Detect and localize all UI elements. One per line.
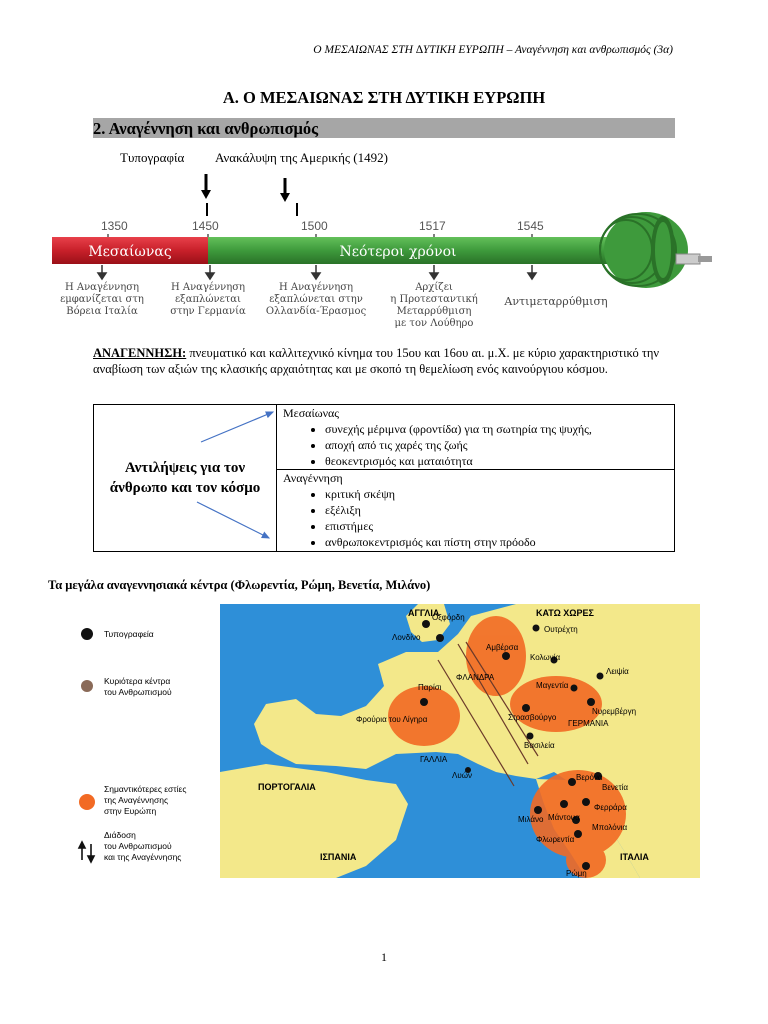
timeline-graphic [48,168,720,340]
legend-humanism-line-1: Κυριότερα κέντρα [104,676,171,686]
city-basel: Βασιλεία [524,741,555,750]
event-4-line-4: με τον Λούθηρο [394,318,474,329]
renaissance-list [277,486,674,550]
timeline-label-america: Ανακάλυψη της Αμερικής (1492) [215,150,388,165]
event-3-line-1: Η Αναγέννηση [278,282,354,293]
band-label-medieval: Μεσαίωνας [88,244,172,260]
renaissance-heading: Αναγέννηση [283,471,343,485]
event-2-line-2: εξαπλώνεται [175,294,241,305]
list-item: • επιστήμες [325,518,674,534]
city-paris: Παρίσι [418,683,442,692]
medieval-list [277,421,674,469]
page-title: Α. Ο ΜΕΣΑΙΩΝΑΣ ΣΤΗ ΔΥΤΙΚΗ ΕΥΡΩΠΗ [222,88,546,107]
city-venice: Βενετία [602,783,629,792]
city-antwerp: Αμβέρσα [486,643,519,652]
timeline-label-printing: Τυπογραφία [120,150,185,165]
medieval-heading: Μεσαίωνας [283,406,340,420]
year-1450: 1450 [192,219,219,233]
city-london: Λονδίνο [392,633,421,642]
country-flanders: ΦΛΑΝΔΡΑ [456,673,495,682]
list-item: • εξέλιξη [325,502,674,518]
definition-text: πνευματικό και καλλιτεχνικό κίνημα του 15ου και 16ου αι. μ.Χ. με κύριο χαρακτηριστικό την αναβίωση των αξιών της κλασικής αρχαιότητας και με σκοπό τη θεμελίωση ενός καινούργιου κόσμου. [93,346,660,376]
legend-focus-icon [79,794,95,810]
map-legend-panel [66,604,220,878]
page-number: 1 [381,950,387,964]
year-1545: 1545 [517,219,544,233]
definition-term: ΑΝΑΓΕΝΝΗΣΗ: [93,346,187,360]
legend-humanism-line-2: του Ανθρωπισμού [104,687,172,697]
renaissance-cell [277,470,675,552]
comparison-left-label: Αντιλήψεις για τον άνθρωπο και τον κόσμο [109,460,261,496]
list-item: • ανθρωποκεντρισμός και πίστη στην πρόοδο [325,534,674,550]
city-oxford: Οξφόρδη [432,613,465,622]
map-caption: Τα μεγάλα αναγεννησιακά κέντρα (Φλωρεντία, Ρώμη, Βενετία, Μιλάνο) [48,578,431,592]
scroll-roll-icon [600,212,712,288]
list-item: • κριτική σκέψη [325,486,674,502]
country-low-countries: ΚΑΤΩ ΧΩΡΕΣ [536,608,594,618]
event-5-line-1: Αντιμεταρρύθμιση [504,295,608,308]
event-1-line-3: Βόρεια Ιταλία [66,306,138,317]
event-4-line-1: Αρχίζει [415,282,453,293]
event-3-line-3: Ολλανδία-Έρασμος [265,306,367,317]
country-portugal: ΠΟΡΤΟΓΑΛΙΑ [258,782,316,792]
city-utrecht: Ουτρέχτη [544,625,578,634]
event-1-line-2: εμφανίζεται στη [60,294,144,305]
renaissance-map [66,604,700,878]
legend-humanism-icon [81,680,93,692]
event-1-line-1: Η Αναγέννηση [64,282,140,293]
band-label-modern: Νεότεροι χρόνοι [339,244,457,260]
arrow-to-medieval [201,412,273,442]
event-4-line-2: η Προτεσταντική [390,294,478,305]
city-cologne: Κολωνία [530,653,561,662]
arrow-to-renaissance [197,502,269,538]
legend-diffusion-line-1: Διάδοση [104,830,136,840]
country-italy: ΙΤΑΛΙΑ [620,852,649,862]
legend-printing: Τυπογραφεία [104,629,154,639]
legend-focus-line-3: στην Ευρώπη [104,806,157,816]
year-1500: 1500 [301,219,328,233]
legend-diffusion-line-2: του Ανθρωπισμού [104,841,172,851]
city-leipzig: Λειψία [606,667,629,676]
city-milan: Μιλάνο [518,815,544,824]
city-lyon: Λυών [452,771,472,780]
city-mantua: Μάντουα [548,813,580,822]
country-germany: ΓΕΡΜΑΝΙΑ [568,719,609,728]
city-verona: Βερόνα [576,773,603,782]
city-strasbourg: Στρασβούργο [508,713,557,722]
table-arrows [93,404,293,554]
event-2-line-1: Η Αναγέννηση [170,282,246,293]
year-1350: 1350 [101,219,128,233]
definition-paragraph [93,345,685,377]
city-rome: Ρώμη [566,869,587,878]
city-bologna: Μπολόνια [592,823,628,832]
year-1517: 1517 [419,219,446,233]
city-florence: Φλωρεντία [536,835,575,844]
event-2-line-3: στην Γερμανία [170,306,246,317]
city-loire-castles: Φρούρια του Λίγηρα [356,715,428,724]
arrow-printing [201,174,211,216]
event-3-line-2: εξαπλώνεται στην [269,294,363,305]
event-4-line-3: Μεταρρύθμιση [396,306,472,317]
legend-focus-line-2: της Αναγέννησης [104,795,169,805]
list-item: • συνεχής μέριμνα (φροντίδα) για τη σωτηρία της ψυχής, [325,421,674,437]
city-nuremberg: Νυρεμβέργη [592,707,637,716]
country-england: ΑΓΓΛΙΑ [408,608,440,618]
running-header: Ο ΜΕΣΑΙΩΝΑΣ ΣΤΗ ∆ΥΤΙΚΗ ΕΥΡΩΠΗ – Αναγέννηση και ανθρωπισμός (3α) [313,44,673,56]
list-item: • θεοκεντρισμός και ματαιότητα [325,453,674,469]
section-title: 2. Αναγέννηση και ανθρωπισμός [93,119,319,138]
medieval-cell [277,405,675,470]
arrow-america [280,178,297,216]
legend-printing-icon [81,628,93,640]
country-france: ΓΑΛΛΙΑ [420,755,448,764]
legend-focus-line-1: Σημαντικότερες εστίες [104,784,187,794]
city-mainz: Μαγεντία [536,681,569,690]
legend-diffusion-line-3: και της Αναγέννησης [104,852,182,862]
list-item: • αποχή από τις χαρές της ζωής [325,437,674,453]
country-spain: ΙΣΠΑΝΙΑ [320,852,357,862]
city-ferrara: Φερράρα [594,803,627,812]
